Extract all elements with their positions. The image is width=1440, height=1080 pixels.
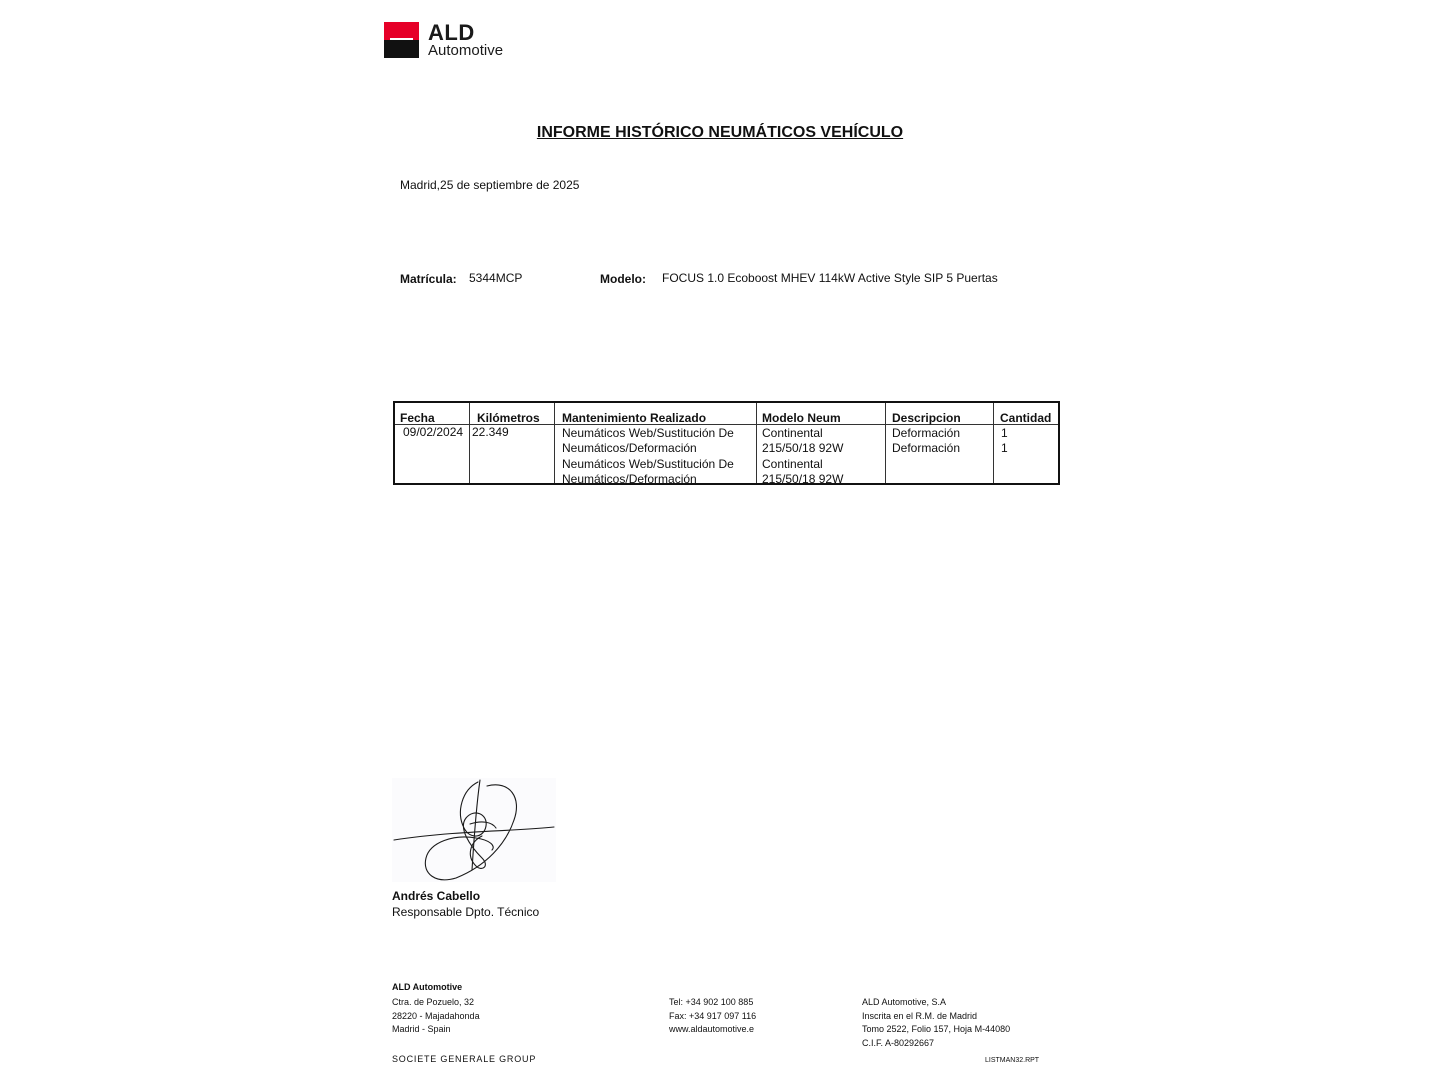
footer-legal-line: C.I.F. A-80292667	[862, 1037, 935, 1048]
tyre-history-table	[393, 401, 1060, 485]
header-cantidad: Cantidad	[1000, 411, 1052, 425]
model-value: FOCUS 1.0 Ecoboost MHEV 114kW Active Style SIP 5 Puertas	[662, 271, 998, 285]
header-mantenimiento: Mantenimiento Realizado	[562, 411, 707, 425]
model-label: Modelo:	[600, 272, 646, 286]
document-title: INFORME HISTÓRICO NEUMÁTICOS VEHÍCULO	[536, 124, 904, 141]
cell-kilometros: 22.349	[472, 425, 509, 439]
report-code: LISTMAN32.RPT	[985, 1057, 1040, 1064]
cell-mantenimiento-line-4: Neumáticos/Deformación	[562, 472, 697, 486]
footer-legal-line: Inscrita en el R.M. de Madrid	[862, 1010, 978, 1021]
cell-mantenimiento-line-2: Neumáticos/Deformación	[562, 441, 697, 455]
cell-modelo-line-2: 215/50/18 92W	[762, 441, 844, 455]
header-kilometros: Kilómetros	[477, 411, 540, 425]
plate-value: 5344MCP	[469, 271, 523, 285]
cell-cantidad-line-2: 1	[1001, 441, 1008, 455]
footer-group-name: SOCIETE GENERALE GROUP	[392, 1054, 537, 1064]
cell-modelo-line-4: 215/50/18 92W	[762, 472, 844, 486]
footer-address	[392, 996, 480, 1037]
footer-company: ALD Automotive	[392, 982, 463, 992]
logo-text-automotive: Automotive	[428, 42, 504, 59]
footer-legal	[862, 996, 1010, 1050]
header-modelo-neum: Modelo Neum	[762, 411, 841, 425]
signatory-role: Responsable Dpto. Técnico	[392, 905, 540, 919]
cell-cantidad-line-1: 1	[1001, 426, 1008, 440]
ald-logo-icon	[384, 22, 419, 58]
cell-descripcion-line-2: Deformación	[892, 441, 961, 455]
footer-tel: Tel: +34 902 100 885	[669, 997, 754, 1007]
footer-fax: Fax: +34 917 097 116	[669, 1010, 757, 1021]
footer-legal-line: Tomo 2522, Folio 157, Hoja M-44080	[862, 1024, 1011, 1035]
cell-fecha: 09/02/2024	[403, 425, 464, 439]
cell-mantenimiento-line-3: Neumáticos Web/Sustitución De	[562, 457, 734, 471]
plate-label: Matrícula:	[400, 272, 457, 286]
signatory-name: Andrés Cabello	[392, 889, 481, 903]
cell-descripcion-line-1: Deformación	[892, 426, 961, 440]
cell-modelo-line-1: Continental	[762, 426, 823, 440]
footer-legal-line: ALD Automotive, S.A	[862, 997, 947, 1007]
logo-text-ald: ALD	[428, 20, 475, 45]
cell-modelo-line-3: Continental	[762, 457, 823, 471]
place-date: Madrid,25 de septiembre de 2025	[400, 178, 580, 192]
handwritten-signature	[392, 778, 556, 882]
footer-website: www.aldautomotive.e	[669, 1024, 755, 1035]
footer-address-line: Madrid - Spain	[392, 1024, 451, 1035]
cell-mantenimiento-line-1: Neumáticos Web/Sustitución De	[562, 426, 734, 440]
header-descripcion: Descripcion	[892, 411, 961, 425]
footer-contact	[669, 996, 756, 1037]
header-fecha: Fecha	[400, 411, 435, 425]
footer-address-line: Ctra. de Pozuelo, 32	[392, 997, 475, 1007]
footer-address-line: 28220 - Majadahonda	[392, 1010, 480, 1021]
